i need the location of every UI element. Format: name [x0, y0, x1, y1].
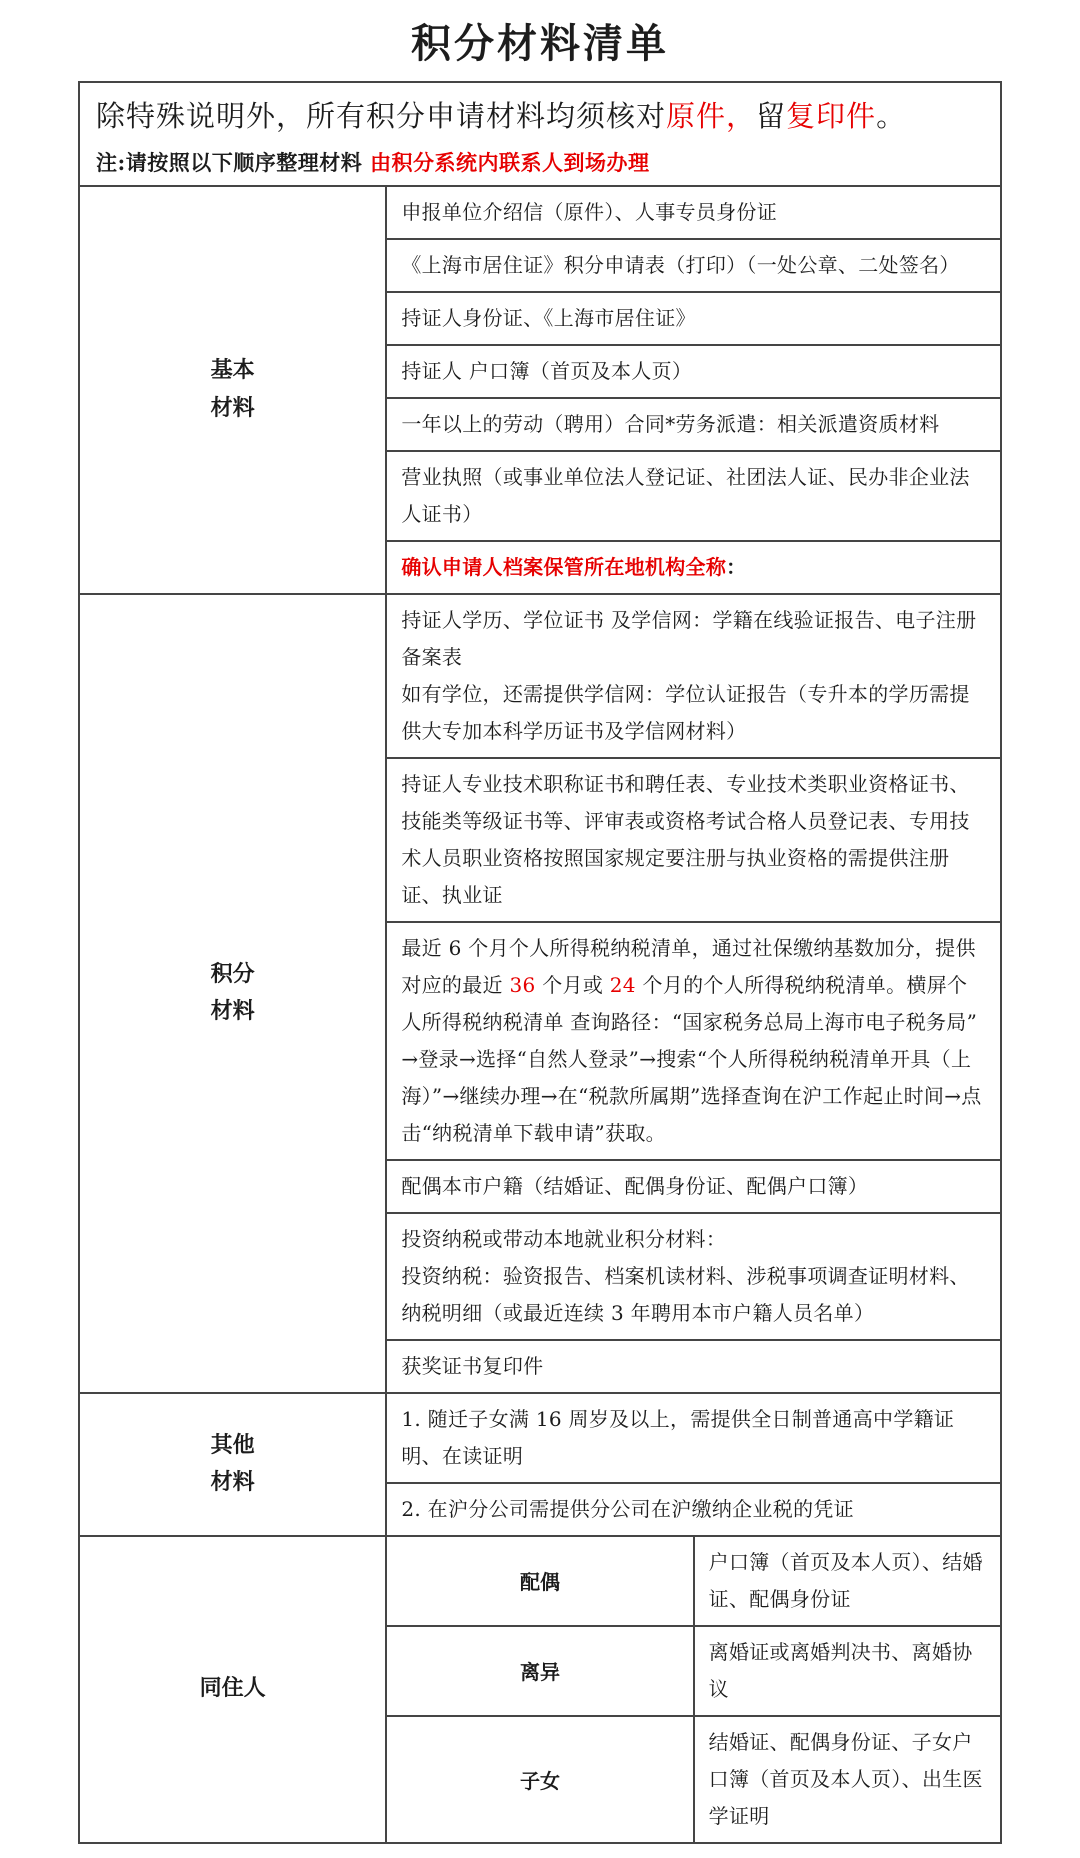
item-cell: 《上海市居住证》积分申请表（打印）（一处公章、二处签名） [386, 239, 1001, 292]
notice-cell [79, 82, 1001, 186]
table-row [79, 594, 1001, 758]
notice-main-text: 除特殊说明外，所有积分申请材料均须核对原件，留复印件。 [96, 99, 907, 133]
item-cell: 持证人学历、学位证书 及学信网：学籍在线验证报告、电子注册备案表 如有学位，还需提供学信网：学位认证报告（专升本的学历需提供大专加本科学历证书及学信网材料） [386, 594, 1001, 758]
item-cell: 持证人身份证、《上海市居住证》 [386, 292, 1001, 345]
item-cell: 1. 随迁子女满 16 周岁及以上，需提供全日制普通高中学籍证明、在读证明 [386, 1393, 1001, 1483]
table-row [79, 1393, 1001, 1483]
notice-sub-text: 注:请按照以下顺序整理材料 由积分系统内联系人到场办理 [96, 149, 650, 175]
section-header-cohabitant: 同住人 [79, 1536, 386, 1843]
item-cell: 2. 在沪分公司需提供分公司在沪缴纳企业税的凭证 [386, 1483, 1001, 1536]
item-cell: 获奖证书复印件 [386, 1340, 1001, 1393]
item-cell: 持证人 户口簿（首页及本人页） [386, 345, 1001, 398]
item-cell: 投资纳税或带动本地就业积分材料： 投资纳税：验资报告、档案机读材料、涉税事项调查证明材料、纳税明细（或最近连续 3 年聘用本市户籍人员名单） [386, 1213, 1001, 1340]
item-cell: 申报单位介绍信（原件）、人事专员身份证 [386, 186, 1001, 239]
sub-label-spouse: 配偶 [386, 1536, 693, 1626]
item-cell: 户口簿（首页及本人页）、结婚证、配偶身份证 [694, 1536, 1001, 1626]
item-cell: 结婚证、配偶身份证、子女户口簿（首页及本人页）、出生医学证明 [694, 1716, 1001, 1843]
page-title: 积分材料清单 [411, 20, 669, 67]
item-cell: 确认申请人档案保管所在地机构全称： [386, 541, 1001, 594]
materials-table [78, 81, 1002, 1844]
item-cell: 营业执照（或事业单位法人登记证、社团法人证、民办非企业法人证书） [386, 451, 1001, 541]
item-cell: 一年以上的劳动（聘用）合同*劳务派遣：相关派遣资质材料 [386, 398, 1001, 451]
item-cell: 离婚证或离婚判决书、离婚协议 [694, 1626, 1001, 1716]
item-cell: 持证人专业技术职称证书和聘任表、专业技术类职业资格证书、技能类等级证书等、评审表或资格考试合格人员登记表、专用技术人员职业资格按照国家规定要注册与执业资格的需提供注册证、执业证 [386, 758, 1001, 922]
section-header-other: 其他 材料 [79, 1393, 386, 1536]
item-cell: 最近 6 个月个人所得税纳税清单，通过社保缴纳基数加分，提供对应的最近 36 个月或 24 个月的个人所得税纳税清单。横屏个人所得税纳税清单 查询路径：“国家税务总局上海市电子税务局”→登录→选择“自然人登录”→搜索“个人所得税纳税清单开具（上海）”→继续办理→在“税款所属期”选择查询在沪工作起止时间→点击“纳税清单下载申请”获取。 [386, 922, 1001, 1160]
section-header-points: 积分 材料 [79, 594, 386, 1393]
table-row [79, 1536, 1001, 1626]
section-header-basic: 基本 材料 [79, 186, 386, 594]
item-cell: 配偶本市户籍（结婚证、配偶身份证、配偶户口簿） [386, 1160, 1001, 1213]
table-row [79, 186, 1001, 239]
sub-label-divorced: 离异 [386, 1626, 693, 1716]
sub-label-children: 子女 [386, 1716, 693, 1843]
notice-row [79, 82, 1001, 186]
